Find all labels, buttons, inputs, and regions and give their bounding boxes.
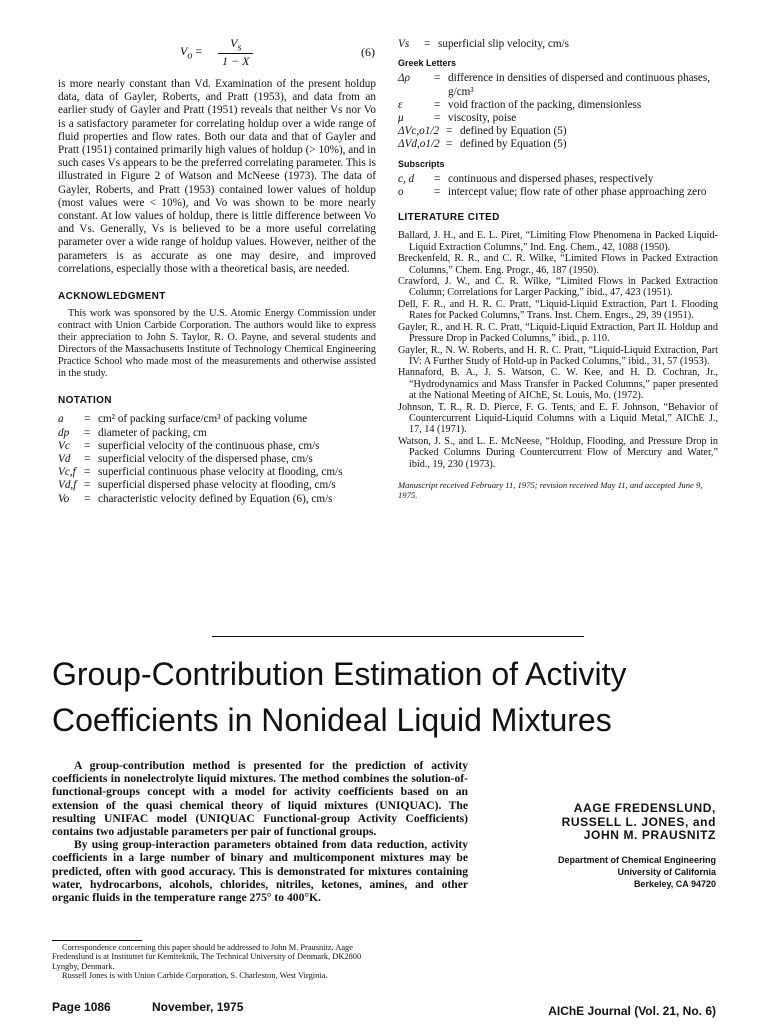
reference-item: Watson, J. S., and L. E. McNeese, “Holdup, Flooding, and Pressure Drop in Packed Columns During Countercurrent Flow of Mercury and Water,” ibid., 19, 230 (1973). xyxy=(398,435,718,470)
body-paragraph: is more nearly constant than Vd. Examination of the present holdup data, data of Gayler, Roberts, and Pratt (1953), and data from an earlier study of Gayler and Pratt (1951) reveals that neither Vs nor Vo is a satisfactory parameter for correlating holdup over a wide range of fluid properties and flow rates. Both our data and that of Gayler and Pratt (1951) contained primarily high values of holdup (> 10%), and in such cases Vs appears to be the preferred correlating parameter. This is illustrated in Figure 2 of Watson and McNeese (1973). The data of Gayler, Roberts, and Pratt (1953) contained lower values of holdup (most values were < 10%), and Vo was shown to be more nearly constant. At low values of holdup, there is little difference between Vo and Vs. Generally, Vs is believed to be a more useful correlating parameter over a wide range of holdup values. However, neither of the parameters is as accurate as one may desire, and improved correlations, especially those with a theoretical basis, are needed. xyxy=(58,78,376,275)
reference-item: Johnson, T. R., R. D. Pierce, F. G. Tents, and E. F. Johnson, “Behavior of Countercurrent Liquid-Liquid Columns with a Liquid Metal,” AIChE J., 17, 14 (1971). xyxy=(398,401,718,436)
footnote-affiliation: Russell Jones is with Union Carbide Corporation, S. Charleston, West Virginia. xyxy=(62,971,328,981)
greek-row: μ = viscosity, poise xyxy=(398,112,517,125)
literature-heading: LITERATURE CITED xyxy=(398,212,500,224)
author-name: RUSSELL L. JONES, and xyxy=(561,814,716,829)
ack-text: This work was sponsored by the U.S. Atomic Energy Commission under contract with Union Carbide Corporation. The authors would like to express their appreciation to John S. Taylor, R. O. Payne, and several students and Directors of the Massachusetts Institute of Technology Chemical Engineering Practice School who made most of the measurements and otherwise assisted in the study. xyxy=(58,308,376,380)
reference-item: Crawford, J. W., and C. R. Wilke, “Limited Flows in Packed Extraction Column; Correlations for Larger Packing,” ibid., 47, 423 (1951). xyxy=(398,276,718,299)
equation-fraction: $\frac{V_s}{1 - X}$ xyxy=(218,36,253,69)
equation-6 xyxy=(180,36,375,72)
right-column xyxy=(398,38,718,500)
journal-reference: AIChE Journal (Vol. 21, No. 6) xyxy=(548,1004,716,1018)
notation-heading: NOTATION xyxy=(58,395,112,407)
article-title xyxy=(52,654,732,740)
greek-list xyxy=(398,72,718,151)
notation-row: a = cm² of packing surface/cm³ of packing volume xyxy=(58,413,308,426)
author-name: JOHN M. PRAUSNITZ xyxy=(583,828,716,842)
reference-item: Hannaford, B. A., J. S. Watson, C. W. Kee, and H. D. Cochran, Jr., “Hydrodynamics and Mass Transfer in Packed Columns,” paper presented at the National Meeting of AIChE, St. Louis, Mo. (1972). xyxy=(398,367,718,402)
greek-row: ΔVd,o1/2 = defined by Equation (5) xyxy=(398,138,567,151)
notation-row: dp = diameter of packing, cm xyxy=(58,426,207,439)
reference-item: Gayler, R., N. W. Roberts, and H. R. C. Pratt, “Liquid-Liquid Extraction, Part IV: A Further Study of Hold-up in Packed Columns,” ibid., 31, 57 (1953). xyxy=(398,344,718,367)
notation-row: Vd = superficial velocity of the dispersed phase, cm/s xyxy=(58,453,313,466)
notation-row: Vs = superficial slip velocity, cm/s xyxy=(398,38,570,50)
subscript-row: c, d = continuous and dispersed phases, respectively xyxy=(398,172,654,185)
footnotes xyxy=(52,943,372,981)
author-list xyxy=(500,802,716,843)
section-divider xyxy=(212,636,584,637)
equation-lhs: $V_o$ = xyxy=(180,44,203,62)
notation-row: Vo = characteristic velocity defined by Equation (6), cm/s xyxy=(58,492,333,505)
notation-row: Vc,f = superficial continuous phase velocity at flooding, cm/s xyxy=(58,466,343,479)
subscripts-heading: Subscripts xyxy=(398,158,445,169)
footnote-rule xyxy=(52,940,142,941)
notation-row: Vc = superficial velocity of the continuous phase, cm/s xyxy=(58,439,320,452)
issue-date: November, 1975 xyxy=(152,1000,244,1014)
reference-item: Dell, F. R., and H. R. C. Pratt, “Liquid-Liquid Extraction, Part I. Flooding Rates for Packed Columns,” Trans. Inst. Chem. Engrs., 29, 39 (1951). xyxy=(398,298,718,322)
subscripts-list xyxy=(398,173,718,199)
abstract-paragraph-2: By using group-interaction parameters obtained from data reduction, activity coefficients in a large number of binary and multicomponent mixtures may be predicted, often with good accuracy. This is demonstrated for mixtures containing water, hydrocarbons, alcohols, chlorides, nitriles, ketones, amines, and other organic fluids in the temperature range 275° to 400°K. xyxy=(52,838,468,905)
author-name: AAGE FREDENSLUND, xyxy=(573,801,716,815)
reference-list xyxy=(398,230,718,470)
left-column xyxy=(58,78,376,506)
reference-item: Gayler, R., and H. R. C. Pratt, “Liquid-Liquid Extraction, Part II. Holdup and Pressure Drop in Packed Columns,” ibid., p. 110. xyxy=(398,321,718,345)
greek-heading: Greek Letters xyxy=(398,58,457,69)
page-footer xyxy=(52,1000,716,1018)
page-number: Page 1086 xyxy=(52,1000,111,1014)
greek-row: ε = void fraction of the packing, dimensionless xyxy=(398,98,642,111)
subscript-row: o = intercept value; flow rate of other phase approaching zero xyxy=(398,186,707,199)
notation-list xyxy=(58,413,376,505)
reference-item: Breckenfeld, R. R., and C. R. Wilke, “Limited Flows in Packed Extraction Columns,” Chem. Eng. Progr., 46, 187 (1950). xyxy=(398,253,718,276)
greek-row: Δρ = difference in densities of dispersed and continuous phases, g/cm³ xyxy=(398,72,711,98)
manuscript-note: Manuscript received February 11, 1975; revision received May 11, and accepted June 9, 1975. xyxy=(398,479,703,500)
title-line-2: Coefficients in Nonideal Liquid Mixtures xyxy=(52,702,612,738)
title-line-1: Group-Contribution Estimation of Activity xyxy=(52,656,627,692)
abstract xyxy=(52,759,468,904)
footnote-correspondence: Correspondence concerning this paper should be addressed to John M. Prausnitz. Aage Fredenslund is at Instituttet fur Kemiteknik, The Technical University of Denmark, DK2800 Lyngby, Denmark. xyxy=(52,943,362,971)
abstract-paragraph-1: A group-contribution method is presented for the prediction of activity coefficients in nonelectrolyte liquid mixtures. The method combines the solution-of-functional-groups concept with a model for activity coefficients based on an extension of the quasi chemical theory of liquid mixtures (UNIQUAC). The resulting UNIFAC model (UNIQUAC Functional-group Activity Coefficients) contains two adjustable parameters per pair of functional groups. xyxy=(52,759,468,839)
greek-row: ΔVc,o1/2 = defined by Equation (5) xyxy=(398,125,567,138)
affiliation: Department of Chemical Engineering University of California Berkeley, CA 94720 xyxy=(557,855,716,889)
ack-heading: ACKNOWLEDGMENT xyxy=(58,291,166,303)
reference-item: Ballard, J. H., and E. L. Piret, “Limiting Flow Phenomena in Packed Liquid-Liquid Extraction Columns,” Ind. Eng. Chem., 42, 1088 (1950). xyxy=(398,230,718,253)
notation-row: Vd,f = superficial dispersed phase velocity at flooding, cm/s xyxy=(58,479,336,492)
equation-number: (6) xyxy=(361,45,375,59)
